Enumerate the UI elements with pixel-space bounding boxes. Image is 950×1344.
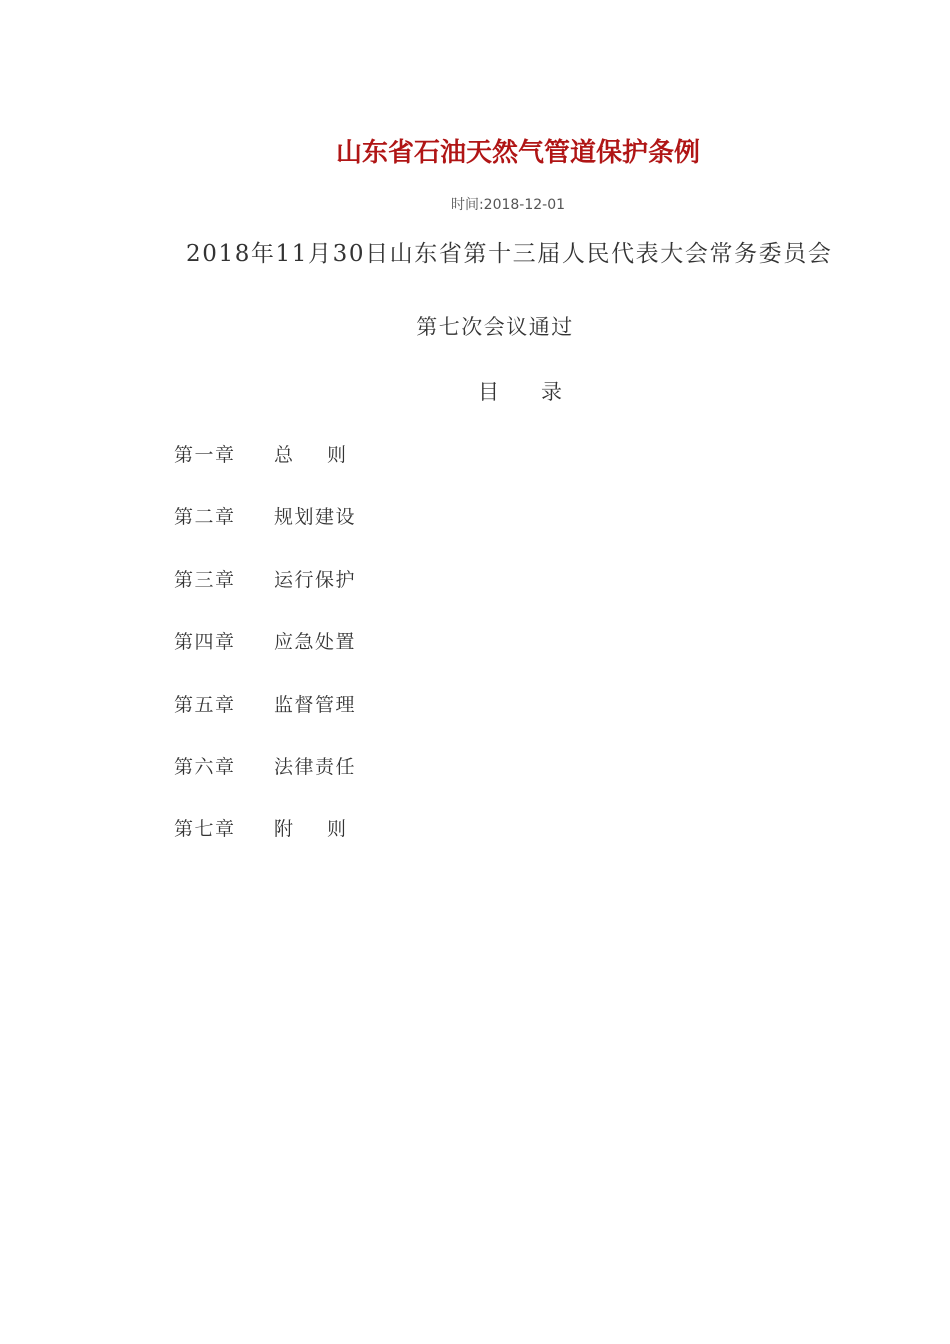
document-title: 山东省石油天然气管道保护条例 bbox=[335, 138, 700, 168]
toc-chapter-number: 第六章 bbox=[174, 755, 236, 778]
toc-chapter-number: 第一章 bbox=[174, 444, 236, 466]
toc-item-chapter-3 bbox=[174, 565, 380, 627]
publish-date: 时间:2018-12-01 bbox=[450, 197, 566, 213]
toc-chapter-name: 附则 bbox=[274, 818, 381, 841]
toc-chapter-name: 运行保护 bbox=[274, 568, 357, 591]
adoption-statement-line-1: 2018年11月30日山东省第十三届人民代表大会常务委员会 bbox=[186, 241, 833, 267]
toc-heading-char-2: 录 bbox=[541, 380, 562, 404]
toc-item-chapter-6 bbox=[174, 752, 380, 814]
toc-chapter-name: 规划建设 bbox=[274, 506, 357, 529]
toc-chapter-name: 应急处置 bbox=[274, 631, 357, 654]
toc-item-chapter-5 bbox=[174, 690, 380, 752]
toc-heading-char-1: 目 bbox=[478, 380, 499, 404]
toc-chapter-number: 第二章 bbox=[174, 506, 236, 529]
toc-chapter-name: 监督管理 bbox=[274, 693, 357, 716]
toc-chapter-number: 第三章 bbox=[174, 568, 236, 591]
adoption-statement-line-2: 第七次会议通过 bbox=[416, 315, 574, 339]
toc-item-chapter-1 bbox=[174, 440, 380, 502]
toc-item-chapter-4 bbox=[174, 627, 380, 689]
table-of-contents bbox=[174, 440, 380, 877]
toc-heading bbox=[478, 376, 562, 406]
toc-chapter-number: 第七章 bbox=[174, 818, 236, 841]
toc-item-chapter-2 bbox=[174, 502, 380, 564]
toc-chapter-name: 法律责任 bbox=[274, 755, 357, 778]
toc-chapter-number: 第五章 bbox=[174, 693, 236, 716]
toc-chapter-name: 总则 bbox=[274, 444, 381, 466]
toc-chapter-number: 第四章 bbox=[174, 631, 236, 654]
toc-item-chapter-7 bbox=[174, 814, 380, 876]
